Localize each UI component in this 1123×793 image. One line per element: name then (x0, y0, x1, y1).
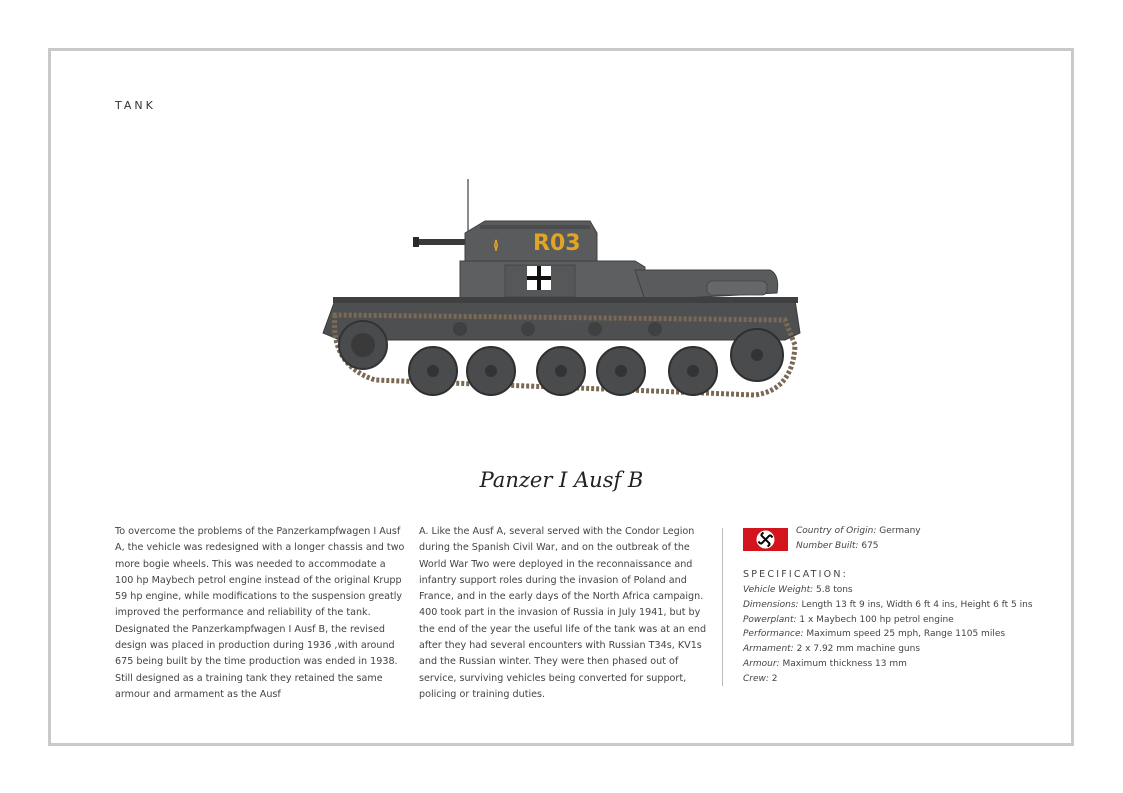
turret-marking: R03 (533, 231, 581, 256)
column-divider (722, 528, 723, 686)
description-column-2 (419, 524, 709, 703)
origin-info (796, 524, 921, 554)
spec-row (743, 672, 1033, 687)
specification-heading: SPECIFICATION: (743, 569, 849, 580)
spec-row (743, 598, 1033, 613)
spec-value: 2 x 7.92 mm machine guns (796, 644, 921, 655)
spec-value: Length 13 ft 9 ins, Width 6 ft 4 ins, Height 6 ft 5 ins (801, 599, 1033, 610)
tank-illustration (315, 175, 815, 410)
category-label: TANK (115, 99, 156, 112)
country-label: Country of Origin: (796, 526, 877, 536)
flag-icon (743, 528, 788, 551)
svg-text:≬: ≬ (493, 238, 499, 252)
spec-row (743, 583, 1033, 598)
spec-row (743, 627, 1033, 642)
description-column-1 (115, 524, 405, 703)
spec-row (743, 613, 1033, 628)
spec-label: Armament: (743, 644, 794, 655)
description-text-1: To overcome the problems of the Panzerkampfwagen I Ausf A, the vehicle was redesigned with a longer chassis and two more bogie wheels. This was needed to accommodate a 100 hp Maybech petrol engine instead of the original Krupp 59 hp engine, while modifications to the suspension greatly improved the performance and reliability of the tank. Designated the Panzerkampfwagen I Ausf B, the revised design was placed in production during 1936 ,with around 675 being built by the time production was ended in 1938. Still designed as a training tank they retained the same armour and armament as the Ausf (115, 526, 405, 700)
spec-label: Vehicle Weight: (743, 585, 814, 595)
spec-label: Crew: (743, 673, 769, 684)
spec-label: Performance: (743, 629, 804, 640)
spec-row (743, 657, 1033, 672)
spec-label: Powerplant: (743, 614, 797, 625)
specification-list (743, 583, 1033, 687)
spec-value: 2 (771, 673, 778, 684)
number-built-value: 675 (861, 541, 879, 551)
spec-value: Maximum speed 25 mph, Range 1105 miles (806, 629, 1006, 640)
spec-value: 5.8 tons (816, 585, 853, 595)
spec-value: Maximum thickness 13 mm (782, 658, 907, 669)
spec-label: Armour: (743, 658, 780, 669)
number-built-label: Number Built: (796, 541, 859, 551)
spec-label: Dimensions: (743, 599, 799, 610)
spec-value: 1 x Maybech 100 hp petrol engine (799, 614, 954, 625)
spec-row (743, 642, 1033, 657)
description-text-2: A. Like the Ausf A, several served with the Condor Legion during the Spanish Civil War, and on the outbreak of the World War Two were deployed in the reconnaissance and infantry support roles during the invasion of Poland and France, and in the early days of the North Africa campaign. 400 took part in the invasion of Russia in July 1941, but by the end of the year the useful life of the tank was at an end after they had several encounters with Russian T34s, KV1s and the Russian winter. They were then phased out of service, surviving vehicles being converted for support, policing or training duties. (419, 526, 707, 700)
vehicle-title: Panzer I Ausf B (479, 468, 644, 492)
country-value: Germany (879, 526, 921, 536)
